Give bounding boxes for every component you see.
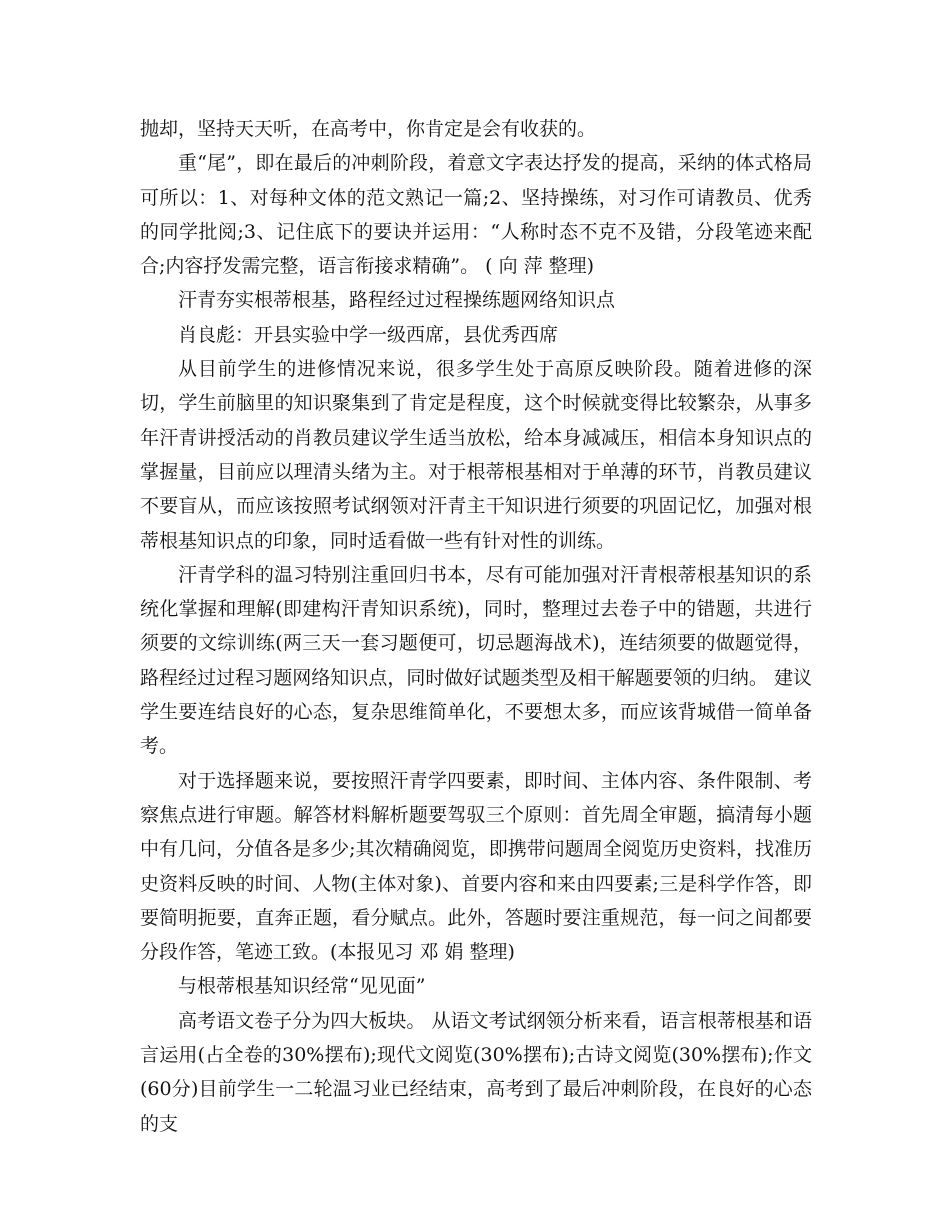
section-heading-chinese: 与根蒂根基知识经常“见见面” <box>178 975 426 998</box>
paragraph-history-review: 汗青学科的温习特别注重回归书本，尽有可能加强对汗青根蒂根基知识的系统化掌握和理解(即建构汗青知识系统)，同时，整理过去卷子中的错题，共进行须要的文综训练(两三天一套习题便可，切忌题海战术)，连结须要的做题觉得，路程经过过程习题网络知识点，同时做好试题类型及相干解题要领的归纳。 建议学生要连结良好的心态，复杂思维简单化，不要想太多，而应该背城借一简单备考。 <box>140 563 812 758</box>
teacher-byline: 肖良彪：开县实验中学一级西席，县优秀西席 <box>178 323 559 346</box>
paragraph-history-questions: 对于选择题来说，要按照汗青学四要素，即时间、主体内容、条件限制、考察焦点进行审题。解答材料解析题要驾驭三个原则：首先周全审题，搞清每小题中有几问，分值各是多少;其次精确阅览，即携带问题周全阅览历史资料，找准历史资料反映的时间、人物(主体对象)、首要内容和来由四要素;三是科学作答，即要简明扼要，直奔正题，看分赋点。此外，答题时要注重规范，每一问之间都要分段作答，笔迹工致。(本报见习 邓 娟 整理) <box>140 769 812 964</box>
paragraph-history-status: 从目前学生的进修情况来说，很多学生处于高原反映阶段。随着进修的深切，学生前脑里的知识聚集到了肯定是程度，这个时候就变得比较繁杂，从事多年汗青讲授活动的肖教员建议学生适当放松，给本身减减压，相信本身知识点的掌握量，目前应以理清头绪为主。对于根蒂根基相对于单薄的环节，肖教员建议不要盲从，而应该按照考试纲领对汗青主干知识进行须要的巩固记忆，加强对根蒂根基知识点的印象，同时适看做一些有针对性的训练。 <box>140 358 812 552</box>
document-body <box>140 112 812 1141</box>
paragraph-continuation: 抛却，坚持天天听，在高考中，你肯定是会有收获的。 <box>140 118 597 140</box>
paragraph-english-ending-tips: 重“尾”，即在最后的冲刺阶段，着意文字表达抒发的提高，采纳的体式格局可所以：1、对每种文体的范文熟记一篇;2、坚持操练，对习作可请教员、优秀的同学批阅;3、记住底下的要诀并运用：“人称时态不克不及错，分段笔迹来配合;内容抒发需完整，语言衔接求精确”。 ( 向 萍 整理) <box>140 152 812 278</box>
paragraph-chinese-exam: 高考语文卷子分为四大板块。 从语文考试纲领分析来看，语言根蒂根基和语言运用(占全卷的30%摆布);现代文阅览(30%摆布);古诗文阅览(30%摆布);作文(60分)目前学生一二轮温习业已经结束，高考到了最后冲刺阶段，在良好的心态的支 <box>140 1009 812 1135</box>
section-heading-history: 汗青夯实根蒂根基，路程经过过程操练题网络知识点 <box>178 289 616 312</box>
